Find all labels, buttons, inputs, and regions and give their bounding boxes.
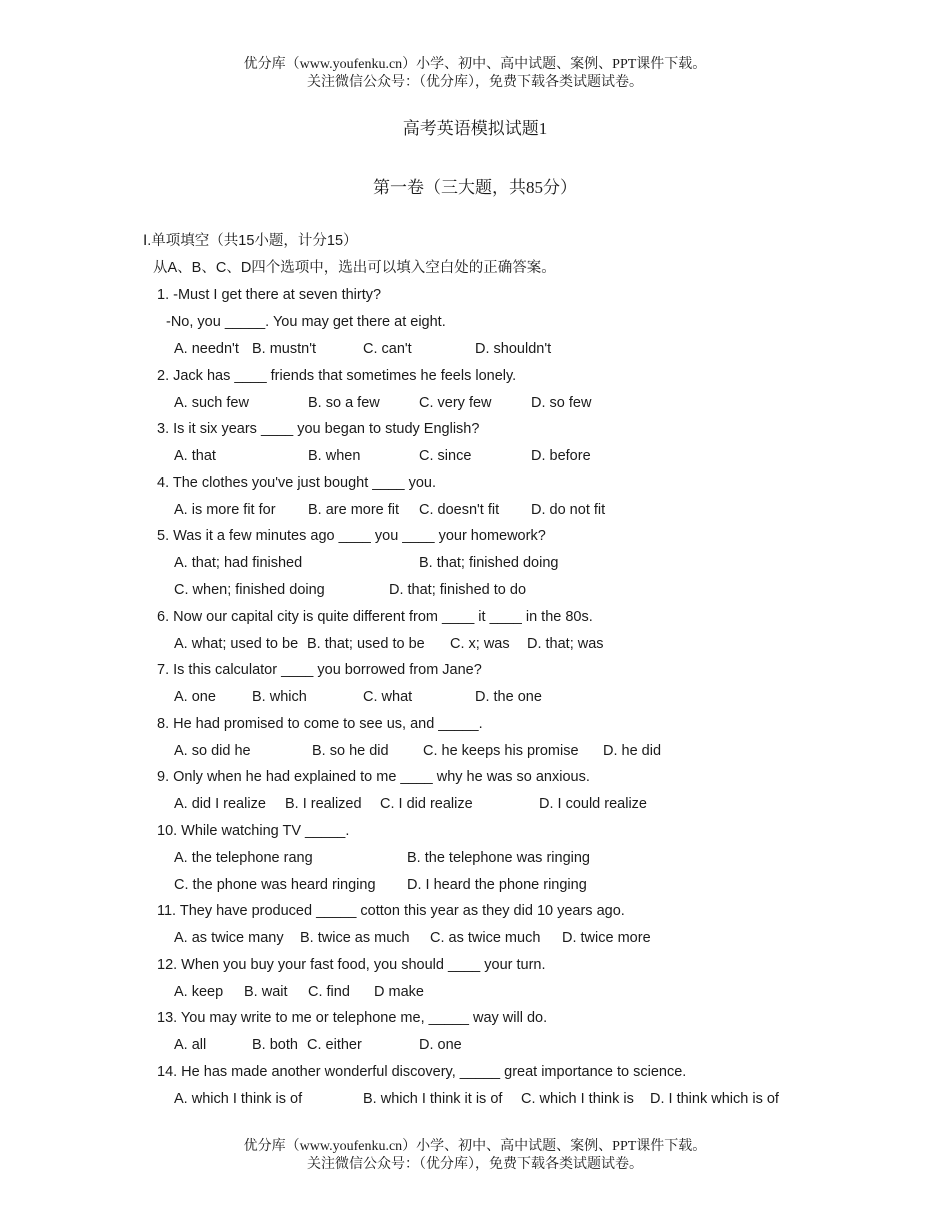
question-6-stem: 6. Now our capital city is quite different from ____ it ____ in the 80s. bbox=[157, 609, 593, 625]
option-d[interactable]: D. I think which is of bbox=[650, 1091, 779, 1107]
option-a[interactable]: A. so did he bbox=[174, 743, 251, 759]
question-1-stem: 1. -Must I get there at seven thirty? bbox=[157, 287, 382, 303]
option-d[interactable]: D. before bbox=[531, 448, 591, 464]
option-d[interactable]: D. that; finished to do bbox=[389, 582, 527, 598]
option-d[interactable]: D. shouldn't bbox=[475, 341, 552, 357]
option-b[interactable]: B. that; finished doing bbox=[419, 555, 559, 571]
question-12-options bbox=[174, 983, 874, 1001]
option-a[interactable]: A. such few bbox=[174, 395, 249, 411]
question-14-stem: 14. He has made another wonderful discovery, _____ great importance to science. bbox=[157, 1064, 687, 1080]
question-8-stem: 8. He had promised to come to see us, and _____. bbox=[157, 716, 483, 732]
option-b[interactable]: B. so a few bbox=[308, 395, 380, 411]
question-4-stem: 4. The clothes you've just bought ____ you. bbox=[157, 475, 436, 491]
option-c[interactable]: C. find bbox=[308, 984, 350, 1000]
option-d[interactable]: D. do not fit bbox=[531, 502, 606, 518]
question-5-options-row-2 bbox=[174, 581, 874, 599]
option-a[interactable]: A. the telephone rang bbox=[174, 850, 313, 866]
instruction: 从A、B、C、D四个选项中，选出可以填入空白处的正确答案。 bbox=[153, 260, 556, 276]
option-c[interactable]: C. can't bbox=[363, 341, 412, 357]
option-d[interactable]: D. one bbox=[419, 1037, 462, 1053]
section-heading: Ⅰ.单项填空（共15小题，计分15） bbox=[143, 233, 358, 249]
option-c[interactable]: C. the phone was heard ringing bbox=[174, 877, 376, 893]
option-b[interactable]: B. the telephone was ringing bbox=[407, 850, 590, 866]
question-8-options bbox=[174, 742, 874, 760]
option-b[interactable]: B. mustn't bbox=[252, 341, 317, 357]
footer-line-1: 优分库（www.youfenku.cn）小学、初中、高中试题、案例、PPT课件下载。 bbox=[243, 1139, 707, 1154]
question-13-stem: 13. You may write to me or telephone me, _____ way will do. bbox=[157, 1010, 548, 1026]
question-13-options bbox=[174, 1036, 874, 1054]
question-1-options bbox=[174, 340, 874, 358]
part-title: 第一卷（三大题，共85分） bbox=[373, 178, 577, 197]
option-b[interactable]: B. when bbox=[308, 448, 361, 464]
option-a[interactable]: A. what; used to be bbox=[174, 636, 299, 652]
question-3-stem: 3. Is it six years ____ you began to study English? bbox=[157, 421, 480, 437]
option-b[interactable]: B. I realized bbox=[285, 796, 362, 812]
question-7-options bbox=[174, 688, 874, 706]
option-c[interactable]: C. as twice much bbox=[430, 930, 541, 946]
question-6-options bbox=[174, 635, 874, 653]
option-b[interactable]: B. that; used to be bbox=[307, 636, 425, 652]
question-11-options bbox=[174, 929, 874, 947]
option-b[interactable]: B. so he did bbox=[312, 743, 389, 759]
option-c[interactable]: C. he keeps his promise bbox=[423, 743, 579, 759]
question-2-options bbox=[174, 394, 874, 412]
question-3-options bbox=[174, 447, 874, 465]
option-c[interactable]: C. since bbox=[419, 448, 472, 464]
footer-line-2: 关注微信公众号：（优分库），免费下载各类试题试卷。 bbox=[307, 1157, 643, 1172]
question-12-stem: 12. When you buy your fast food, you should ____ your turn. bbox=[157, 957, 546, 973]
option-b[interactable]: B. twice as much bbox=[300, 930, 410, 946]
question-5-stem: 5. Was it a few minutes ago ____ you ____ your homework? bbox=[157, 528, 546, 544]
option-b[interactable]: B. which I think it is of bbox=[363, 1091, 503, 1107]
question-7-stem: 7. Is this calculator ____ you borrowed from Jane? bbox=[157, 662, 482, 678]
option-d[interactable]: D. twice more bbox=[562, 930, 651, 946]
option-d[interactable]: D. the one bbox=[475, 689, 542, 705]
option-b[interactable]: B. both bbox=[252, 1037, 298, 1053]
option-a[interactable]: A. one bbox=[174, 689, 216, 705]
option-a[interactable]: A. is more fit for bbox=[174, 502, 276, 518]
option-b[interactable]: B. which bbox=[252, 689, 307, 705]
option-c[interactable]: C. what bbox=[363, 689, 413, 705]
header-line-2: 关注微信公众号：（优分库），免费下载各类试题试卷。 bbox=[307, 75, 643, 90]
option-d[interactable]: D. he did bbox=[603, 743, 662, 759]
option-c[interactable]: C. either bbox=[307, 1037, 362, 1053]
question-1-stem-2: -No, you _____. You may get there at eight. bbox=[166, 314, 446, 330]
question-9-options bbox=[174, 795, 874, 813]
question-4-options bbox=[174, 501, 874, 519]
question-14-options bbox=[174, 1090, 874, 1108]
option-a[interactable]: A. that bbox=[174, 448, 216, 464]
question-10-stem: 10. While watching TV _____. bbox=[157, 823, 350, 839]
option-d[interactable]: D. I heard the phone ringing bbox=[407, 877, 587, 893]
question-10-options-row-2 bbox=[174, 876, 874, 894]
option-a[interactable]: A. all bbox=[174, 1037, 207, 1053]
question-2-stem: 2. Jack has ____ friends that sometimes he feels lonely. bbox=[157, 368, 517, 384]
option-d[interactable]: D make bbox=[374, 984, 424, 1000]
option-a[interactable]: A. did I realize bbox=[174, 796, 266, 812]
header-line-1: 优分库（www.youfenku.cn）小学、初中、高中试题、案例、PPT课件下载。 bbox=[243, 57, 707, 72]
option-d[interactable]: D. that; was bbox=[527, 636, 604, 652]
option-a[interactable]: A. that; had finished bbox=[174, 555, 303, 571]
option-d[interactable]: D. so few bbox=[531, 395, 592, 411]
option-a[interactable]: A. needn't bbox=[174, 341, 239, 357]
option-b[interactable]: B. wait bbox=[244, 984, 288, 1000]
doc-title: 高考英语模拟试题1 bbox=[402, 119, 548, 138]
question-11-stem: 11. They have produced _____ cotton this year as they did 10 years ago. bbox=[157, 903, 625, 919]
option-c[interactable]: C. very few bbox=[419, 395, 492, 411]
option-c[interactable]: C. I did realize bbox=[380, 796, 473, 812]
option-c[interactable]: C. doesn't fit bbox=[419, 502, 500, 518]
option-a[interactable]: A. keep bbox=[174, 984, 224, 1000]
option-a[interactable]: A. as twice many bbox=[174, 930, 284, 946]
question-5-options-row-1 bbox=[174, 554, 874, 572]
option-a[interactable]: A. which I think is of bbox=[174, 1091, 303, 1107]
option-d[interactable]: D. I could realize bbox=[539, 796, 647, 812]
option-b[interactable]: B. are more fit bbox=[308, 502, 400, 518]
page-footer bbox=[0, 1138, 950, 1174]
question-9-stem: 9. Only when he had explained to me ____ why he was so anxious. bbox=[157, 769, 590, 785]
option-c[interactable]: C. when; finished doing bbox=[174, 582, 325, 598]
question-10-options-row-1 bbox=[174, 849, 874, 867]
option-c[interactable]: C. which I think is bbox=[521, 1091, 634, 1107]
option-c[interactable]: C. x; was bbox=[450, 636, 510, 652]
page-header bbox=[0, 56, 950, 92]
